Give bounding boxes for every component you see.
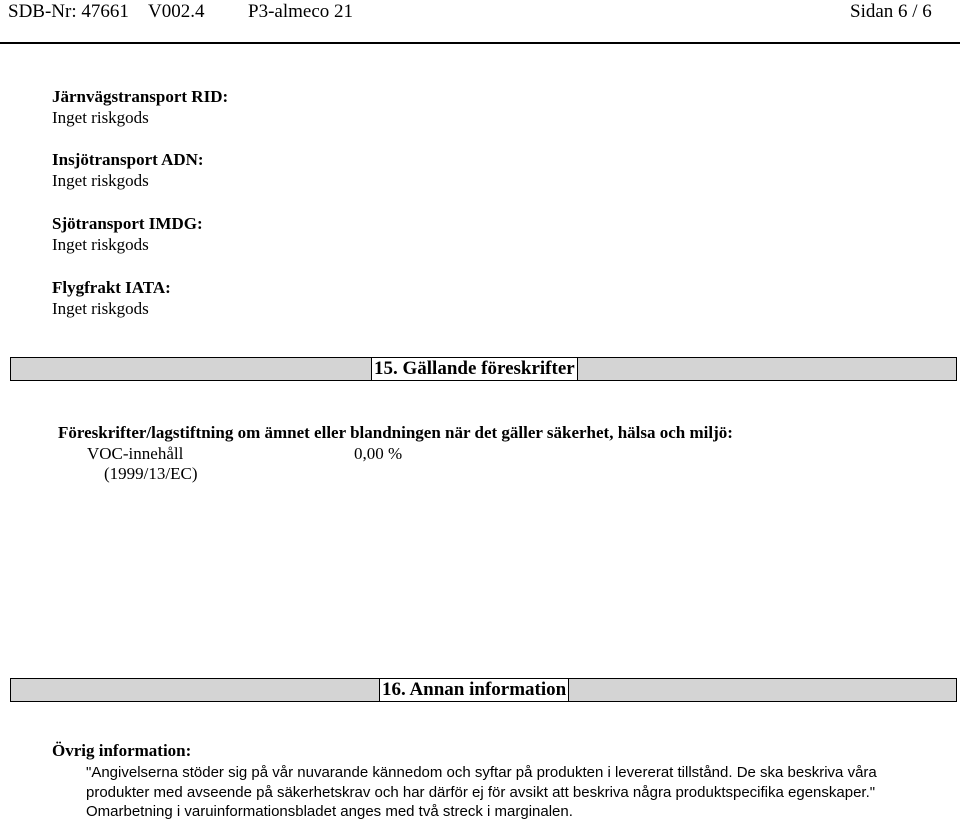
- page-number: Sidan 6 / 6: [850, 1, 932, 22]
- inland-water-transport-label: Insjötransport ADN:: [52, 150, 204, 169]
- voc-reference: (1999/13/EC): [104, 464, 198, 483]
- air-transport-value: Inget riskgods: [52, 299, 149, 318]
- sdb-number: SDB-Nr: 47661: [8, 1, 129, 22]
- section-15-header-bar: [10, 357, 957, 381]
- voc-value: 0,00 %: [354, 444, 403, 463]
- sea-transport-label: Sjötransport IMDG:: [52, 214, 203, 233]
- header-divider: [0, 42, 960, 44]
- other-information-line-1: "Angivelserna stöder sig på vår nuvarande kännedom och syftar på produkten i levererat tillstånd. De ska beskriva våra: [86, 764, 877, 781]
- section-15-title: 15. Gällande föreskrifter: [371, 358, 578, 380]
- other-information-label: Övrig information:: [52, 741, 192, 760]
- other-information-line-2: produkter med avseende på säkerhetskrav och har därför ej för avsikt att beskriva några produktspecifika egenskaper.": [86, 784, 876, 801]
- product-name: P3-almeco 21: [248, 1, 354, 22]
- section-16-header-bar: [10, 678, 957, 702]
- rail-transport-value: Inget riskgods: [52, 108, 149, 127]
- other-information-line-3: Omarbetning i varuinformationsbladet anges med två streck i marginalen.: [86, 803, 573, 820]
- sea-transport-value: Inget riskgods: [52, 235, 149, 254]
- regulations-intro: Föreskrifter/lagstiftning om ämnet eller blandningen när det gäller säkerhet, hälsa och miljö:: [58, 423, 733, 442]
- inland-water-transport-value: Inget riskgods: [52, 171, 149, 190]
- voc-label: VOC-innehåll: [87, 444, 184, 463]
- version: V002.4: [148, 1, 205, 22]
- section-16-title: 16. Annan information: [379, 679, 569, 701]
- air-transport-label: Flygfrakt IATA:: [52, 278, 171, 297]
- rail-transport-label: Järnvägstransport RID:: [52, 87, 229, 106]
